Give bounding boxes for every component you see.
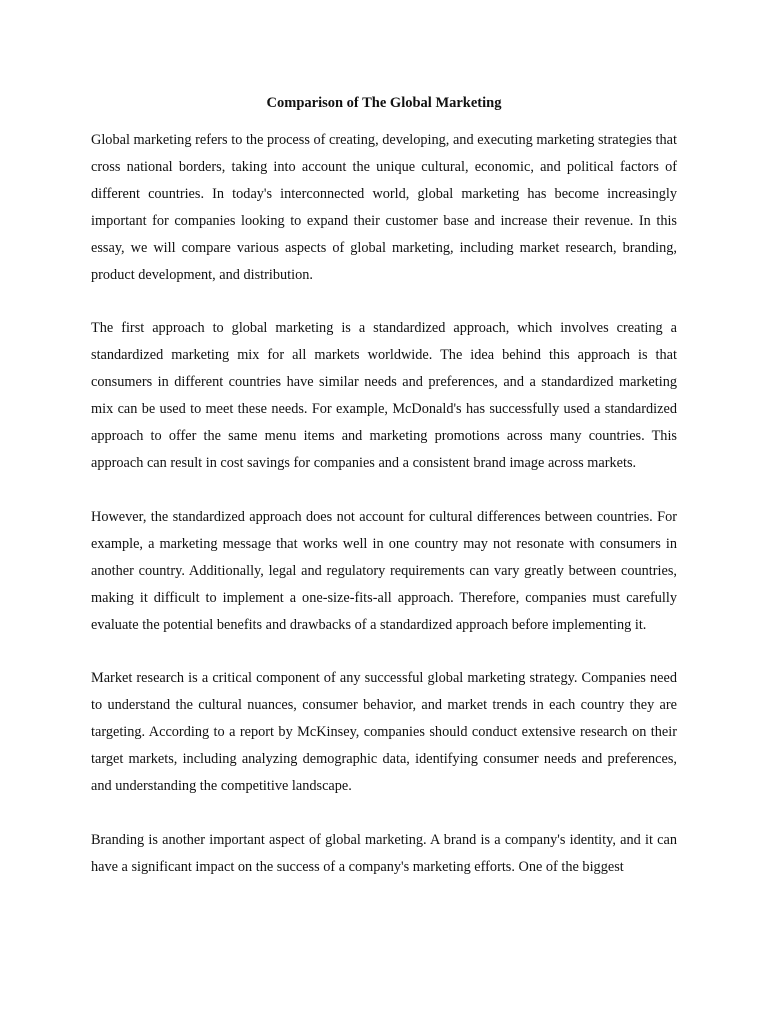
document-title: Comparison of The Global Marketing (266, 95, 502, 111)
paragraph-standardized-approach: The first approach to global marketing is a standardized approach, which involves creating a standardized marketing mix for all markets worldwide. The idea behind this approach is that consumers in different countries have similar needs and preferences, and a standardized marketing mix can be used to meet these needs. For example, McDonald's has successfully used a standardized approach to offer the same menu items and marketing promotions across many countries. This approach can result in cost savings for companies and a consistent brand image across markets. (91, 320, 677, 471)
paragraph-cultural-differences: However, the standardized approach does not account for cultural differences between countries. For example, a marketing message that works well in one country may not resonate with consumers in another country. Additionally, legal and regulatory requirements can vary greatly between countries, making it difficult to implement a one-size-fits-all approach. Therefore, companies must carefully evaluate the potential benefits and drawbacks of a standardized approach before implementing it. (91, 508, 677, 633)
paragraph-branding: Branding is another important aspect of global marketing. A brand is a company's identity, and it can have a significant impact on the success of a company's marketing efforts. One of the biggest (91, 831, 677, 875)
document-page (91, 93, 677, 908)
paragraph-intro: Global marketing refers to the process of creating, developing, and executing marketing strategies that cross national borders, taking into account the unique cultural, economic, and political factors of different countries. In today's interconnected world, global marketing has become increasingly important for companies looking to expand their customer base and increase their revenue. In this essay, we will compare various aspects of global marketing, including market research, branding, product development, and distribution. (91, 132, 677, 283)
paragraph-market-research: Market research is a critical component of any successful global marketing strategy. Companies need to understand the cultural nuances, consumer behavior, and market trends in each country they are targeting. According to a report by McKinsey, companies should conduct extensive research on their target markets, including analyzing demographic data, identifying consumer needs and preferences, and understanding the competitive landscape. (91, 670, 677, 795)
